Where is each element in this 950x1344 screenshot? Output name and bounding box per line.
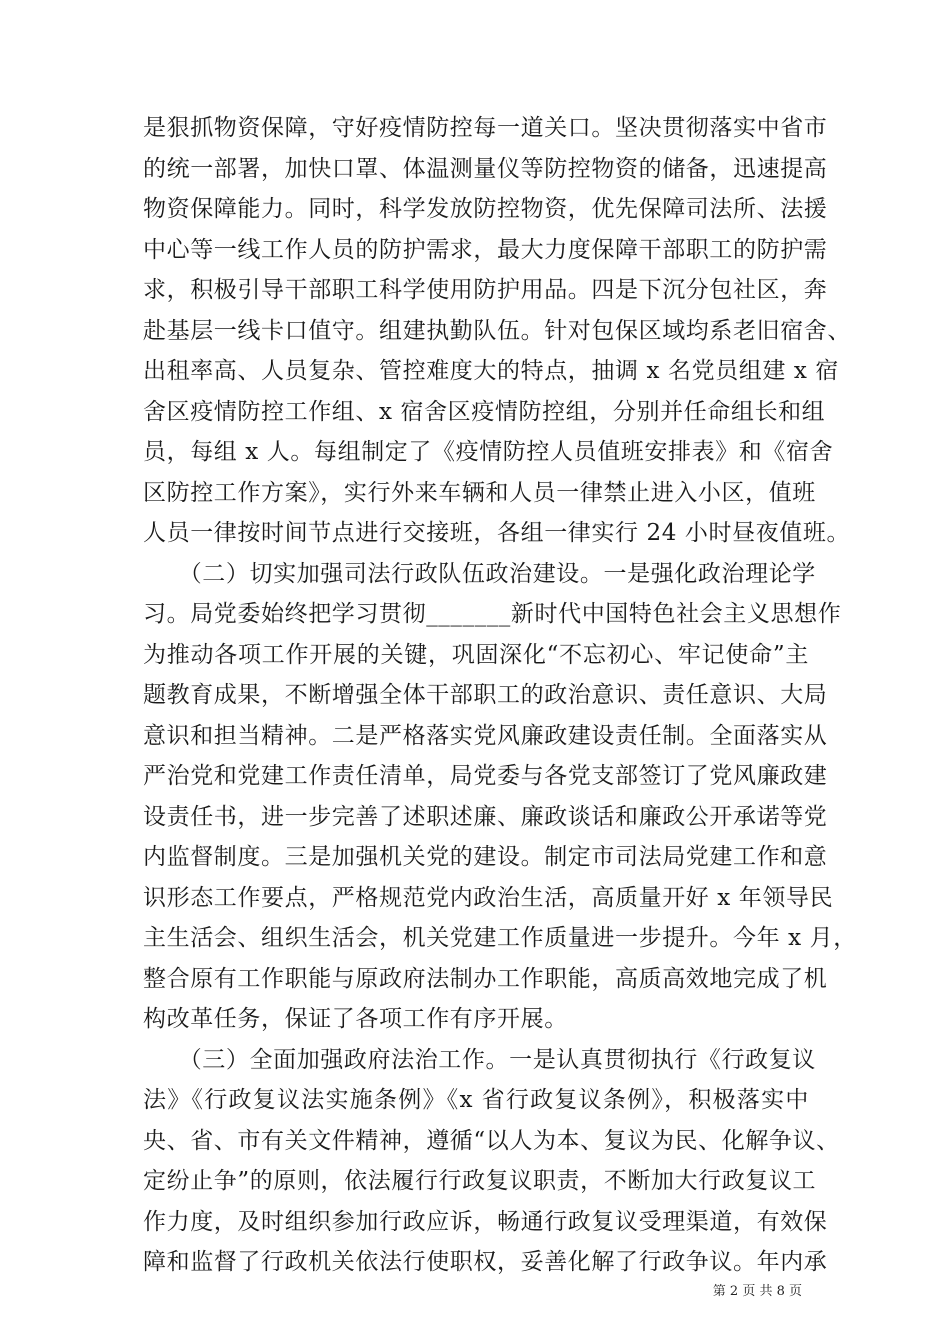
- text-line: 识形态工作要点，严格规范党内政治生活，高质量开好 x 年领导民: [143, 884, 834, 911]
- text-line: 舍区疫情防控工作组、x 宿舍区疫情防控组，分别并任命组长和组: [143, 398, 826, 425]
- page-number-footer: 第 2 页 共 8 页: [712, 1284, 802, 1299]
- paragraph-end-line: 构改革任务，保证了各项工作有序开展。: [143, 1006, 568, 1032]
- text-line: 央、省、市有关文件精神，遵循“以人为本、复议为民、化解争议、: [143, 1127, 840, 1154]
- text-line: 严治党和党建工作责任清单，局党委与各党支部签订了党风廉政建: [143, 763, 828, 789]
- text-line: 人员一律按时间节点进行交接班，各组一律实行 24 小时昼夜值班。: [143, 520, 851, 546]
- text-line: 意识和担当精神。二是严格落实党风廉政建设责任制。全面落实从: [143, 722, 828, 749]
- paragraph-start-line: （二）切实加强司法行政队伍政治建设。一是强化政治理论学: [143, 560, 816, 587]
- text-line: 为推动各项工作开展的关键，巩固深化“不忘初心、牢记使命”主: [143, 641, 809, 668]
- text-line: 求，积极引导干部职工科学使用防护用品。四是下沉分包社区，奔: [143, 277, 828, 303]
- text-line: 赴基层一线卡口值守。组建执勤队伍。针对包保区域均系老旧宿舍、: [143, 317, 851, 344]
- text-line: 区防控工作方案》，实行外来车辆和人员一律禁止进入小区，值班: [143, 479, 816, 506]
- text-line: 障和监督了行政机关依法行使职权，妥善化解了行政争议。年内承: [143, 1249, 828, 1275]
- text-line: 物资保障能力。同时，科学发放防控物资，优先保障司法所、法援: [143, 196, 828, 222]
- paragraph-start-line: （三）全面加强政府法治工作。一是认真贯彻执行《行政复议: [143, 1046, 816, 1073]
- text-line: 整合原有工作职能与原政府法制办工作职能，高质高效地完成了机: [143, 965, 828, 992]
- text-line: 中心等一线工作人员的防护需求，最大力度保障干部职工的防护需: [143, 236, 828, 263]
- text-line: 主生活会、组织生活会，机关党建工作质量进一步提升。今年 x 月，: [143, 925, 857, 951]
- text-line: 作力度，及时组织参加行政应诉，畅通行政复议受理渠道，有效保: [143, 1208, 828, 1235]
- text-line: 的统一部署，加快口罩、体温测量仪等防控物资的储备，迅速提高: [143, 155, 828, 182]
- text-line: 出租率高、人员复杂、管控难度大的特点，抽调 x 名党员组建 x 宿: [143, 358, 839, 384]
- text-line: 内监督制度。三是加强机关党的建设。制定市司法局党建工作和意: [143, 844, 828, 870]
- text-line: 设责任书，进一步完善了述职述廉、廉政谈话和廉政公开承诺等党: [143, 803, 828, 830]
- text-line: 员，每组 x 人。每组制定了《疫情防控人员值班安排表》和《宿舍: [143, 439, 834, 465]
- text-line: 是狠抓物资保障，守好疫情防控每一道关口。坚决贯彻落实中省市: [143, 115, 828, 141]
- text-line: 习。局党委始终把学习贯彻_______新时代中国特色社会主义思想作: [143, 601, 842, 627]
- text-line: 定纷止争”的原则，依法履行行政复议职责，不断加大行政复议工: [143, 1168, 817, 1194]
- document-body: [143, 108, 857, 1283]
- text-line: 题教育成果，不断增强全体干部职工的政治意识、责任意识、大局: [143, 682, 828, 708]
- text-line: 法》《行政复议法实施条例》《x 省行政复议条例》，积极落实中: [143, 1087, 809, 1113]
